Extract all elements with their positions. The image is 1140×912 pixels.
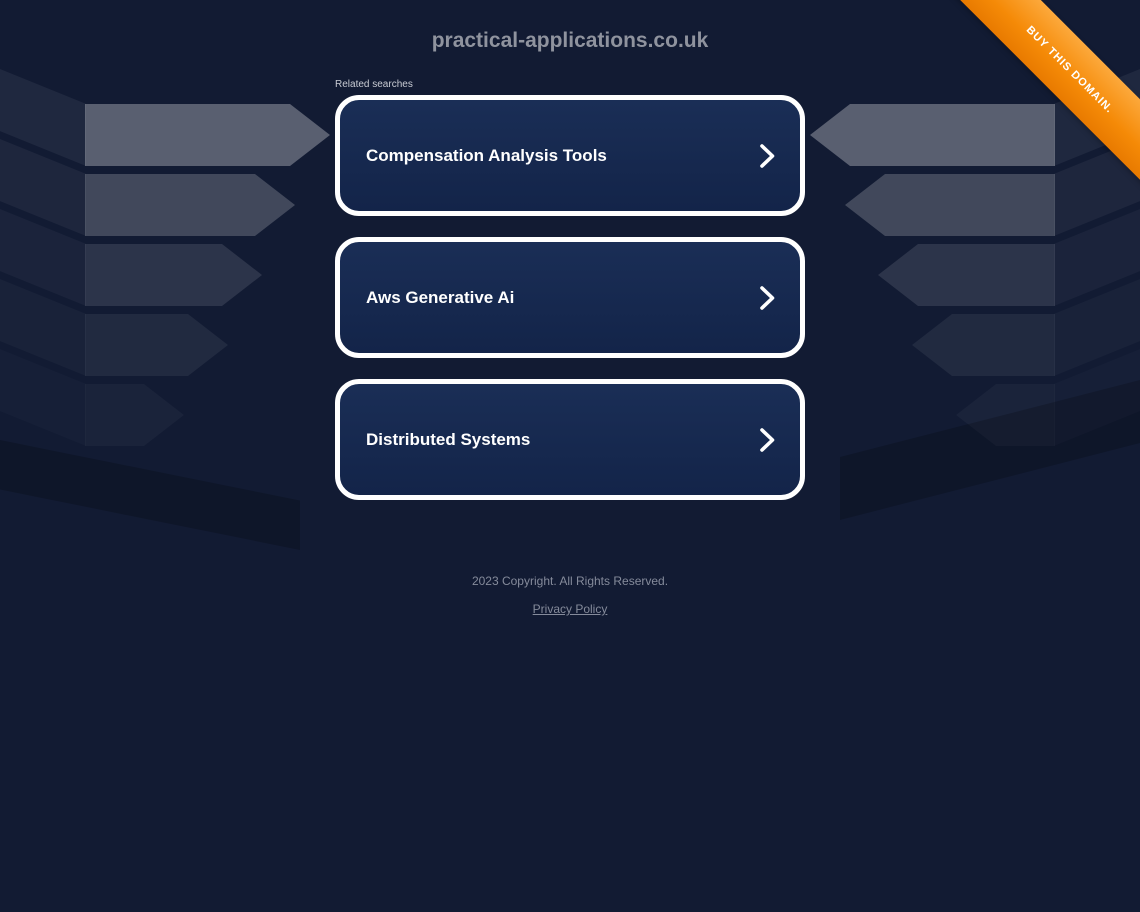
decor-tail-right-4: [1054, 279, 1140, 376]
decor-chevron-right-4: [912, 314, 1055, 376]
related-searches-heading: Related searches: [335, 79, 413, 90]
privacy-policy-link[interactable]: Privacy Policy: [532, 602, 608, 616]
related-searches-section: [335, 79, 805, 500]
decor-fold-bottom-right: [840, 380, 1140, 520]
decor-tail-right-5: [1054, 349, 1140, 446]
decor-chevron-left-2: [85, 174, 295, 236]
decor-tail-left-5: [0, 349, 86, 446]
buy-domain-ribbon-corner: [945, 0, 1140, 195]
decor-tail-left-4: [0, 279, 86, 376]
chevron-right-icon: [759, 142, 776, 170]
related-search-card-1[interactable]: [335, 95, 805, 216]
decor-chevron-left-3: [85, 244, 262, 306]
decor-chevron-right-5: [956, 384, 1055, 446]
decor-chevron-left-1: [85, 104, 330, 166]
decor-tail-left-1: [0, 69, 86, 166]
page-title: practical-applications.co.uk: [431, 29, 709, 52]
decor-chevron-right-3: [878, 244, 1055, 306]
related-search-card-2[interactable]: [335, 237, 805, 358]
decor-tail-left-2: [0, 139, 86, 236]
chevron-right-icon: [759, 426, 776, 454]
chevron-right-icon: [759, 284, 776, 312]
related-search-card-3[interactable]: [335, 379, 805, 500]
decor-chevron-left-4: [85, 314, 228, 376]
decor-chevron-left-5: [85, 384, 184, 446]
footer: [0, 574, 1140, 618]
related-search-label: Distributed Systems: [366, 429, 531, 449]
buy-domain-ribbon[interactable]: [947, 0, 1140, 192]
decor-tail-right-3: [1054, 209, 1140, 306]
related-search-label: Compensation Analysis Tools: [366, 145, 607, 165]
related-search-label: Aws Generative Ai: [366, 287, 515, 307]
decor-tail-left-3: [0, 209, 86, 306]
copyright-text: 2023 Copyright. All Rights Reserved.: [471, 574, 669, 588]
decor-fold-bottom-left: [0, 440, 300, 550]
buy-domain-ribbon-label: BUY THIS DOMAIN.: [1024, 23, 1116, 116]
